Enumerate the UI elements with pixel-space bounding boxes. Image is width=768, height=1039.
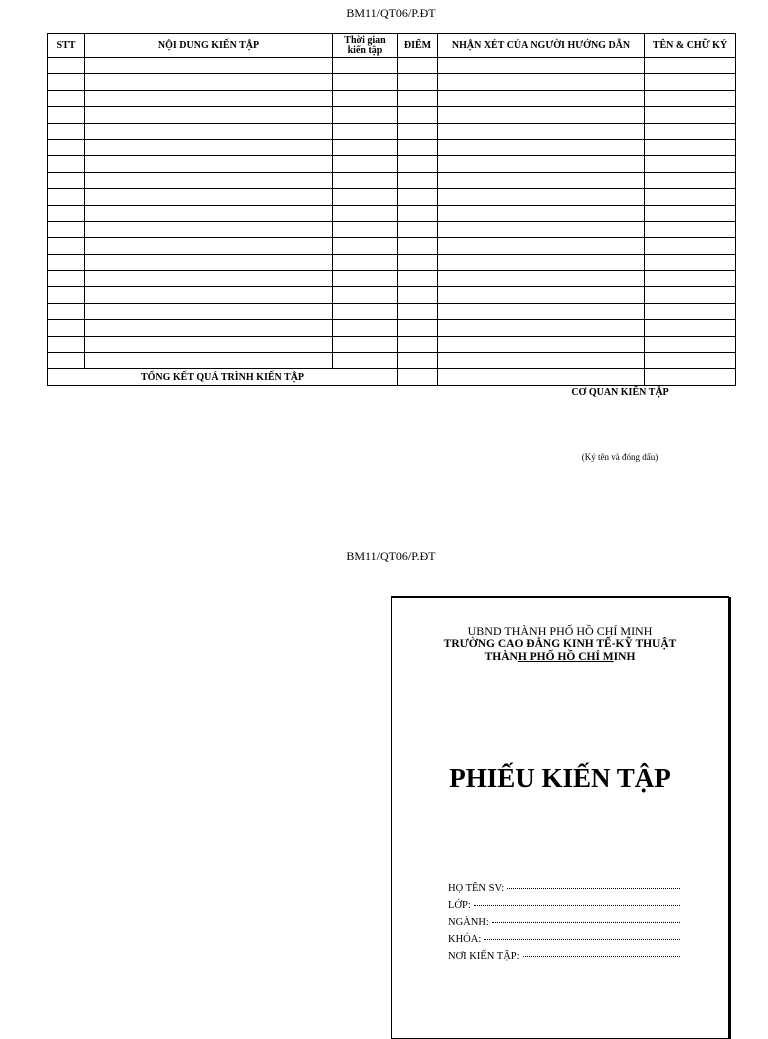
table-cell[interactable] (645, 320, 736, 336)
table-cell[interactable] (48, 139, 85, 155)
table-cell[interactable] (438, 271, 645, 287)
table-cell[interactable] (645, 189, 736, 205)
table-cell[interactable] (48, 336, 85, 352)
table-cell[interactable] (333, 90, 398, 106)
cover-city (392, 651, 728, 664)
table-row (48, 303, 736, 319)
table-cell[interactable] (333, 287, 398, 303)
table-row (48, 287, 736, 303)
table-cell[interactable] (85, 287, 333, 303)
table-cell[interactable] (333, 107, 398, 123)
table-row (48, 205, 736, 221)
table-cell[interactable] (398, 320, 438, 336)
cover-header (392, 625, 728, 664)
field-student-name[interactable] (448, 883, 680, 900)
table-cell[interactable] (645, 107, 736, 123)
cover-title: PHIẾU KIẾN TẬP (449, 763, 671, 793)
table-cell[interactable] (48, 221, 85, 237)
field-label: LỚP: (448, 900, 471, 911)
table-cell[interactable] (645, 58, 736, 74)
table-cell[interactable] (438, 172, 645, 188)
table-cell[interactable] (645, 238, 736, 254)
table-cell[interactable] (85, 238, 333, 254)
table-row (48, 271, 736, 287)
table-cell[interactable] (48, 156, 85, 172)
summary-comment-cell[interactable] (438, 369, 645, 386)
table-cell[interactable] (85, 74, 333, 90)
table-cell[interactable] (48, 172, 85, 188)
table-row (48, 58, 736, 74)
fill-line (507, 888, 680, 889)
table-cell[interactable] (48, 107, 85, 123)
table-cell[interactable] (48, 74, 85, 90)
table-row (48, 221, 736, 237)
table-row (48, 107, 736, 123)
table-row (48, 139, 736, 155)
table-cell[interactable] (398, 74, 438, 90)
field-label: KHÓA: (448, 934, 482, 945)
table-cell[interactable] (85, 303, 333, 319)
table-cell[interactable] (333, 139, 398, 155)
table-cell[interactable] (438, 353, 645, 369)
table-cell[interactable] (398, 90, 438, 106)
table-cell[interactable] (333, 156, 398, 172)
table-cell[interactable] (398, 189, 438, 205)
table-cell[interactable] (438, 123, 645, 139)
table-cell[interactable] (438, 320, 645, 336)
table-cell[interactable] (333, 271, 398, 287)
table-cell[interactable] (48, 90, 85, 106)
header-time-line2: kiến tập (347, 44, 383, 56)
table-cell[interactable] (645, 353, 736, 369)
table-cell[interactable] (438, 74, 645, 90)
table-cell[interactable] (645, 303, 736, 319)
table-cell[interactable] (85, 90, 333, 106)
table-cell[interactable] (438, 336, 645, 352)
table-cell[interactable] (48, 123, 85, 139)
table-cell[interactable] (645, 123, 736, 139)
table-row (48, 189, 736, 205)
table-cell[interactable] (645, 221, 736, 237)
table-cell[interactable] (398, 336, 438, 352)
table-cell[interactable] (85, 205, 333, 221)
cover-school: TRƯỜNG CAO ĐẲNG KINH TẾ-KỸ THUẬT (443, 638, 677, 650)
table-cell[interactable] (85, 221, 333, 237)
table-cell[interactable] (48, 303, 85, 319)
header-signature: TÊN & CHỮ KÝ (645, 34, 736, 58)
table-cell[interactable] (438, 107, 645, 123)
summary-label: TỔNG KẾT QUÁ TRÌNH KIẾN TẬP (48, 369, 398, 386)
table-cell[interactable] (48, 353, 85, 369)
table-cell[interactable] (85, 123, 333, 139)
table-row (48, 336, 736, 352)
header-content: NỘI DUNG KIẾN TẬP (85, 34, 333, 58)
table-cell[interactable] (645, 74, 736, 90)
header-time (333, 34, 398, 58)
table-cell[interactable] (438, 205, 645, 221)
fill-line (523, 956, 680, 957)
table-cell[interactable] (48, 287, 85, 303)
cover-city-part1: THÀN (484, 651, 518, 663)
table-cell[interactable] (333, 58, 398, 74)
table-cell[interactable] (85, 336, 333, 352)
field-label: NGÀNH: (448, 917, 489, 928)
table-cell[interactable] (438, 221, 645, 237)
field-internship-place[interactable] (448, 951, 680, 968)
form-code-bottom: BM11/QT06/P.ĐT (346, 549, 436, 563)
field-course[interactable] (448, 934, 680, 951)
table-cell[interactable] (85, 320, 333, 336)
table-cell[interactable] (333, 353, 398, 369)
fill-line (474, 905, 680, 906)
table-cell[interactable] (85, 271, 333, 287)
table-cell[interactable] (438, 156, 645, 172)
table-cell[interactable] (333, 303, 398, 319)
table-cell[interactable] (438, 254, 645, 270)
table-cell[interactable] (333, 205, 398, 221)
summary-row (48, 369, 736, 386)
table-cell[interactable] (333, 123, 398, 139)
table-cell[interactable] (85, 189, 333, 205)
table-cell[interactable] (398, 238, 438, 254)
table-row (48, 353, 736, 369)
table-cell[interactable] (48, 189, 85, 205)
table-cell[interactable] (85, 107, 333, 123)
agency-label: CƠ QUAN KIẾN TẬP (571, 387, 669, 398)
fill-line (492, 922, 680, 923)
table-cell[interactable] (398, 156, 438, 172)
table-cell[interactable] (398, 287, 438, 303)
table-cell[interactable] (398, 172, 438, 188)
table-row (48, 123, 736, 139)
table-header-row (48, 34, 736, 58)
table-cell[interactable] (85, 353, 333, 369)
table-row (48, 156, 736, 172)
header-time-line1: Thời gian (344, 34, 386, 46)
table-cell[interactable] (333, 221, 398, 237)
table-cell[interactable] (85, 139, 333, 155)
cover-city-part2: H PHỐ HỒ CHÍ M (517, 651, 614, 663)
table-cell[interactable] (85, 254, 333, 270)
cover-authority: UBND THÀNH PHỐ HỒ CHÍ MINH (467, 624, 653, 638)
internship-log-table (47, 33, 736, 386)
table-cell[interactable] (438, 238, 645, 254)
table-row (48, 238, 736, 254)
summary-signature-cell[interactable] (645, 369, 736, 386)
table-cell[interactable] (85, 58, 333, 74)
table-cell[interactable] (48, 254, 85, 270)
table-cell[interactable] (398, 139, 438, 155)
table-cell[interactable] (48, 271, 85, 287)
field-label: NƠI KIẾN TẬP: (448, 951, 520, 962)
sign-note: (Ký tên và đóng dấu) (581, 452, 659, 462)
table-cell[interactable] (48, 320, 85, 336)
table-cell[interactable] (438, 287, 645, 303)
summary-score-cell[interactable] (398, 369, 438, 386)
table-cell[interactable] (398, 58, 438, 74)
table-cell[interactable] (398, 221, 438, 237)
table-cell[interactable] (48, 205, 85, 221)
table-cell[interactable] (398, 123, 438, 139)
table-cell[interactable] (438, 139, 645, 155)
table-cell[interactable] (645, 172, 736, 188)
table-cell[interactable] (85, 172, 333, 188)
table-cell[interactable] (398, 254, 438, 270)
table-row (48, 320, 736, 336)
table-cell[interactable] (398, 107, 438, 123)
table-cell[interactable] (398, 271, 438, 287)
table-cell[interactable] (333, 189, 398, 205)
table-cell[interactable] (438, 303, 645, 319)
header-stt: STT (48, 34, 85, 58)
table-cell[interactable] (645, 205, 736, 221)
table-cell[interactable] (645, 271, 736, 287)
table-cell[interactable] (333, 172, 398, 188)
table-body (48, 58, 736, 369)
table-cell[interactable] (438, 90, 645, 106)
header-score: ĐIỂM (398, 34, 438, 58)
table-cell[interactable] (645, 139, 736, 155)
field-major[interactable] (448, 917, 680, 934)
field-label: HỌ TÊN SV: (448, 883, 505, 894)
table-cell[interactable] (438, 189, 645, 205)
cover-page (391, 597, 729, 1039)
table-cell[interactable] (398, 303, 438, 319)
table-cell[interactable] (645, 254, 736, 270)
header-comment: NHẬN XÉT CỦA NGƯỜI HƯỚNG DẪN (438, 34, 645, 58)
form-code-top: BM11/QT06/P.ĐT (346, 6, 436, 20)
table-row (48, 74, 736, 90)
table-cell[interactable] (333, 238, 398, 254)
table-cell[interactable] (645, 156, 736, 172)
table-cell[interactable] (645, 90, 736, 106)
student-info-fields (448, 883, 680, 968)
table-cell[interactable] (398, 205, 438, 221)
table-cell[interactable] (645, 287, 736, 303)
table-cell[interactable] (398, 353, 438, 369)
table-row (48, 172, 736, 188)
table-row (48, 254, 736, 270)
table-cell[interactable] (85, 156, 333, 172)
table-cell[interactable] (333, 254, 398, 270)
table-row (48, 90, 736, 106)
field-class[interactable] (448, 900, 680, 917)
table-cell[interactable] (48, 238, 85, 254)
table-cell[interactable] (333, 74, 398, 90)
fill-line (484, 939, 680, 940)
cover-city-part3: INH (613, 651, 636, 663)
table-cell[interactable] (333, 336, 398, 352)
table-cell[interactable] (438, 58, 645, 74)
table-cell[interactable] (48, 58, 85, 74)
table-cell[interactable] (333, 320, 398, 336)
table-cell[interactable] (645, 336, 736, 352)
